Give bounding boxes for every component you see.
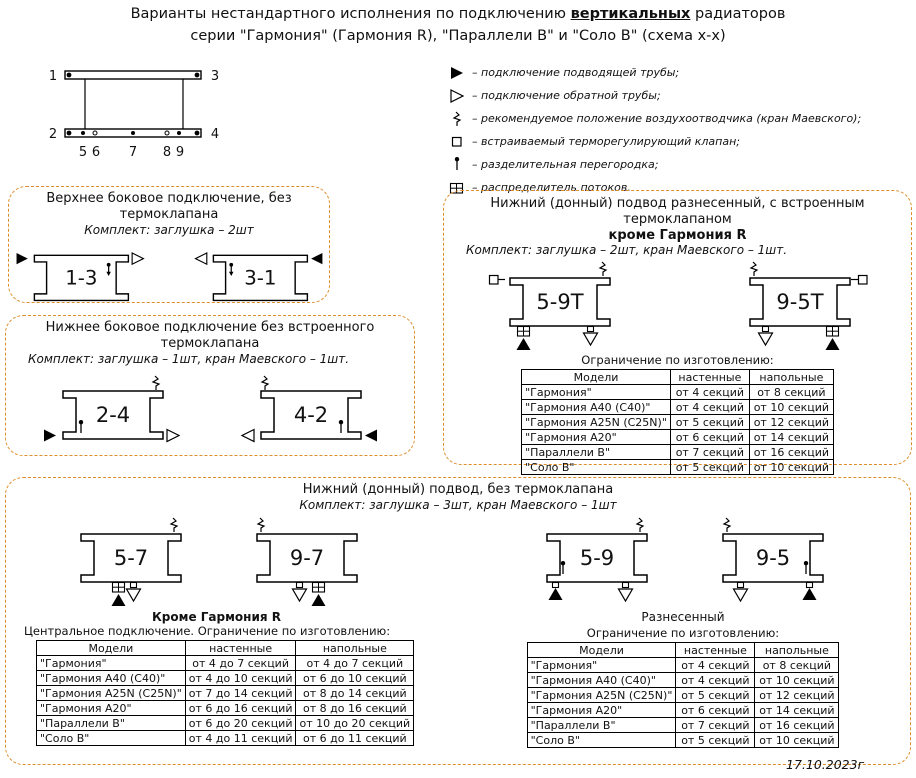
radiator-diagram bbox=[520, 514, 670, 610]
flow-distributor-icon bbox=[826, 327, 838, 337]
table-cell: "Гармония А20" bbox=[527, 703, 676, 718]
limits-table bbox=[527, 642, 840, 748]
kit-note: Комплект: заглушка – 2шт, кран Маевского – 1шт. bbox=[466, 243, 788, 257]
radiator-diagram bbox=[54, 514, 204, 610]
table-cell: от 6 до 20 секций bbox=[185, 716, 296, 731]
point-label: 2 bbox=[48, 127, 58, 142]
thermo-valve-icon bbox=[858, 276, 867, 285]
section-top-side-connection bbox=[8, 186, 330, 303]
table-cell: от 4 секций bbox=[670, 400, 749, 415]
table-cell: "Гармония А20" bbox=[522, 430, 671, 445]
connection-code: 5-9Т bbox=[535, 290, 584, 314]
table-cell: от 7 до 14 секций bbox=[185, 686, 296, 701]
partition-icon bbox=[442, 156, 472, 173]
table-cell: от 6 до 11 секций bbox=[296, 731, 414, 746]
air-vent-icon bbox=[442, 111, 472, 127]
air-vent-icon bbox=[637, 518, 643, 532]
table-cell: от 7 секций bbox=[676, 718, 755, 733]
radiator-diagram bbox=[696, 514, 846, 610]
radiator-diagram bbox=[234, 369, 384, 457]
legend-item bbox=[442, 84, 861, 107]
thermo-valve-icon bbox=[489, 276, 498, 285]
table-row bbox=[527, 673, 839, 688]
note-bold: Кроме Гармония R bbox=[152, 610, 281, 624]
table-cell: от 4 до 10 секций bbox=[185, 671, 296, 686]
column-header: настенные bbox=[676, 643, 755, 658]
legend-text: – распределитель потоков. bbox=[472, 181, 631, 194]
table-row bbox=[522, 430, 834, 445]
table-cell: от 12 секций bbox=[749, 415, 833, 430]
return-triangle-icon bbox=[619, 589, 633, 601]
legend-text: – подключение подводящей трубы; bbox=[472, 66, 680, 79]
return-triangle-icon bbox=[442, 89, 472, 103]
point-label: 1 bbox=[48, 69, 58, 84]
radiator-diagram bbox=[9, 240, 150, 312]
plug-icon bbox=[296, 583, 302, 588]
air-vent-icon bbox=[600, 262, 606, 276]
kit-note: Комплект: заглушка – 2шт bbox=[84, 223, 254, 237]
supply-triangle-icon bbox=[311, 594, 325, 606]
connection-code: 3-1 bbox=[244, 266, 277, 290]
table-cell: "Гармония" bbox=[527, 658, 676, 673]
legend-item bbox=[442, 130, 861, 153]
supply-triangle-icon bbox=[803, 588, 817, 600]
plug-icon bbox=[130, 583, 136, 588]
point-label: 5 bbox=[78, 145, 88, 160]
column-header: настенные bbox=[185, 641, 296, 656]
connection-code: 9-7 bbox=[289, 546, 324, 570]
table-cell: от 4 до 7 секций bbox=[185, 656, 296, 671]
radiator-diagram bbox=[230, 514, 380, 610]
supply-triangle-icon bbox=[825, 338, 839, 350]
table-cell: "Параллели В" bbox=[527, 718, 676, 733]
return-triangle-icon bbox=[242, 430, 254, 442]
column-header: напольные bbox=[755, 643, 839, 658]
table-row bbox=[37, 671, 414, 686]
legend-text: – разделительная перегородка; bbox=[472, 158, 659, 171]
supply-triangle-icon bbox=[44, 430, 56, 442]
table-cell: от 4 секций bbox=[676, 658, 755, 673]
table-cell: "Параллели В" bbox=[522, 445, 671, 460]
central-connection-group bbox=[24, 514, 409, 746]
table-cell: от 5 секций bbox=[676, 733, 755, 748]
connection-code: 2-4 bbox=[95, 403, 131, 427]
table-row bbox=[527, 688, 839, 703]
note: Разнесенный bbox=[641, 610, 725, 624]
section-title: Нижний (донный) подвод, без термоклапана bbox=[302, 482, 614, 497]
table-cell: "Гармония А25N (C25N)" bbox=[37, 686, 186, 701]
kit-note: Комплект: заглушка – 3шт, кран Маевского – 1шт bbox=[299, 498, 617, 512]
return-triangle-icon bbox=[167, 430, 179, 442]
column-header: напольные bbox=[749, 370, 833, 385]
table-row bbox=[522, 385, 834, 400]
supply-triangle-icon bbox=[111, 594, 125, 606]
table-row bbox=[37, 731, 414, 746]
legend-text: – встраиваемый терморегулирующий клапан; bbox=[472, 135, 740, 148]
section-bottom-side-connection bbox=[5, 315, 415, 456]
connection-code: 5-9 bbox=[579, 546, 615, 570]
title-line-1 bbox=[0, 3, 916, 25]
legend-text: – подключение обратной трубы; bbox=[472, 89, 661, 102]
title-emphasis: вертикальных bbox=[570, 6, 691, 22]
table-cell: от 8 секций bbox=[755, 658, 839, 673]
plug-icon bbox=[807, 583, 813, 588]
column-header: Модели bbox=[37, 641, 186, 656]
table-cell: "Соло В" bbox=[527, 733, 676, 748]
table-cell: "Гармония А40 (С40)" bbox=[527, 673, 676, 688]
table-cell: "Параллели В" bbox=[37, 716, 186, 731]
supply-triangle-icon bbox=[17, 253, 28, 264]
supply-triangle-icon bbox=[442, 66, 472, 80]
point-label: 3 bbox=[210, 69, 220, 84]
table-cell: от 4 секций bbox=[676, 673, 755, 688]
title-text: Варианты нестандартного исполнения по подключению bbox=[130, 6, 571, 22]
page-title bbox=[0, 3, 916, 47]
table-row bbox=[522, 400, 834, 415]
table-row bbox=[527, 733, 839, 748]
section-bottom-spread-valve bbox=[443, 190, 912, 474]
supply-triangle-icon bbox=[549, 588, 563, 600]
column-header: напольные bbox=[296, 641, 414, 656]
table-cell: от 8 до 14 секций bbox=[296, 686, 414, 701]
table-cell: "Гармония" bbox=[522, 385, 671, 400]
table-cell: от 5 секций bbox=[670, 415, 749, 430]
table-cell: от 10 секций bbox=[749, 400, 833, 415]
table-header-row bbox=[522, 370, 834, 385]
title-line-2: серии "Гармония" (Гармония R), "Параллели В" и "Соло В" (схема х-х) bbox=[190, 28, 726, 44]
table-cell: от 6 секций bbox=[670, 430, 749, 445]
table-row bbox=[527, 718, 839, 733]
limit-title: Ограничение по изготовлению: bbox=[586, 626, 780, 640]
connection-points-schematic bbox=[33, 58, 243, 170]
return-triangle-icon bbox=[734, 589, 748, 601]
legend-text: – рекомендуемое положение воздухоотводчика (кран Маевского); bbox=[472, 112, 862, 125]
table-cell: от 10 секций bbox=[749, 460, 833, 475]
return-triangle-icon bbox=[126, 589, 140, 601]
limit-title: Ограничение по изготовлению: bbox=[581, 353, 774, 367]
table-row bbox=[527, 703, 839, 718]
table-cell: "Гармония А40 (С40)" bbox=[522, 400, 671, 415]
table-cell: от 12 секций bbox=[755, 688, 839, 703]
spread-connection-group bbox=[518, 514, 848, 748]
table-cell: от 10 секций bbox=[755, 673, 839, 688]
note: Центральное подключение. Ограничение по изготовлению: bbox=[24, 624, 391, 638]
table-row bbox=[522, 445, 834, 460]
radiator-diagram bbox=[188, 240, 329, 312]
table-header-row bbox=[37, 641, 414, 656]
table-cell: "Гармония" bbox=[37, 656, 186, 671]
table-row bbox=[37, 656, 414, 671]
section-title: Нижний (донный) подвод разнесенный, с встроенным термоклапаном bbox=[490, 196, 865, 227]
table-header-row bbox=[527, 643, 839, 658]
return-triangle-icon bbox=[583, 333, 597, 345]
limits-table bbox=[521, 369, 834, 475]
table-cell: от 4 секций bbox=[670, 385, 749, 400]
date-stamp: 17.10.2023г bbox=[786, 757, 865, 772]
connection-code: 4-2 bbox=[293, 403, 329, 427]
supply-triangle-icon bbox=[365, 430, 377, 442]
plug-icon bbox=[587, 327, 593, 332]
table-cell: от 8 секций bbox=[749, 385, 833, 400]
point-label: 7 bbox=[128, 145, 138, 160]
limits-table bbox=[36, 640, 414, 746]
table-cell: от 6 секций bbox=[676, 703, 755, 718]
point-label: 4 bbox=[210, 127, 220, 142]
table-cell: от 5 секций bbox=[670, 460, 749, 475]
table-cell: от 14 секций bbox=[749, 430, 833, 445]
point-label: 9 bbox=[175, 145, 185, 160]
return-triangle-icon bbox=[196, 253, 207, 264]
supply-triangle-icon bbox=[516, 338, 530, 350]
thermo-valve-icon bbox=[442, 136, 472, 148]
table-cell: от 6 до 16 секций bbox=[185, 701, 296, 716]
kit-note: Комплект: заглушка – 1шт, кран Маевского – 1шт. bbox=[28, 352, 350, 366]
supply-triangle-icon bbox=[311, 253, 322, 264]
table-cell: от 6 до 10 секций bbox=[296, 671, 414, 686]
table-row bbox=[37, 686, 414, 701]
plug-icon bbox=[553, 583, 559, 588]
table-cell: от 14 секций bbox=[755, 703, 839, 718]
table-row bbox=[522, 460, 834, 475]
air-vent-icon bbox=[262, 376, 268, 390]
table-cell: "Соло В" bbox=[37, 731, 186, 746]
legend bbox=[442, 61, 861, 199]
air-vent-icon bbox=[751, 262, 757, 276]
title-text: радиаторов bbox=[690, 6, 786, 22]
table-cell: от 10 секций bbox=[755, 733, 839, 748]
table-cell: от 5 секций bbox=[676, 688, 755, 703]
table-cell: от 16 секций bbox=[749, 445, 833, 460]
table-row bbox=[527, 658, 839, 673]
plug-icon bbox=[623, 583, 629, 588]
table-cell: от 8 до 16 секций bbox=[296, 701, 414, 716]
section-bottom-feed bbox=[5, 477, 911, 765]
legend-item bbox=[442, 153, 861, 176]
connection-code: 5-7 bbox=[113, 546, 148, 570]
table-cell: от 16 секций bbox=[755, 718, 839, 733]
flow-distributor-icon bbox=[312, 583, 324, 593]
connection-code: 1-3 bbox=[65, 266, 98, 290]
legend-item bbox=[442, 107, 861, 130]
table-cell: от 4 до 7 секций bbox=[296, 656, 414, 671]
column-header: Модели bbox=[527, 643, 676, 658]
point-label: 6 bbox=[91, 145, 101, 160]
column-header: настенные bbox=[670, 370, 749, 385]
air-vent-icon bbox=[724, 518, 730, 532]
flow-distributor-icon bbox=[112, 583, 124, 593]
table-row bbox=[522, 415, 834, 430]
flow-distributor-icon bbox=[517, 327, 529, 337]
connection-code: 9-5Т bbox=[775, 290, 824, 314]
table-row bbox=[37, 716, 414, 731]
table-cell: "Гармония А25N (C25N)" bbox=[527, 688, 676, 703]
connection-code: 9-5 bbox=[755, 546, 791, 570]
table-cell: "Гармония А40 (С40)" bbox=[37, 671, 186, 686]
air-vent-icon bbox=[171, 518, 177, 532]
table-cell: "Гармония А20" bbox=[37, 701, 186, 716]
table-cell: от 4 до 11 секций bbox=[185, 731, 296, 746]
legend-item bbox=[442, 61, 861, 84]
section-title: Нижнее боковое подключение без встроенного термоклапана bbox=[45, 320, 375, 351]
return-triangle-icon bbox=[758, 333, 772, 345]
table-cell: "Соло В" bbox=[522, 460, 671, 475]
point-label: 8 bbox=[162, 145, 172, 160]
return-triangle-icon bbox=[292, 589, 306, 601]
air-vent-icon bbox=[258, 518, 264, 532]
air-vent-icon bbox=[153, 376, 159, 390]
return-triangle-icon bbox=[132, 253, 143, 264]
table-cell: от 10 до 20 секций bbox=[296, 716, 414, 731]
table-cell: "Гармония А25N (C25N)" bbox=[522, 415, 671, 430]
plug-icon bbox=[738, 583, 744, 588]
column-header: Модели bbox=[522, 370, 671, 385]
section-subtitle: кроме Гармония R bbox=[608, 228, 747, 243]
table-row bbox=[37, 701, 414, 716]
table-cell: от 7 секций bbox=[670, 445, 749, 460]
radiator-diagram bbox=[723, 258, 873, 354]
radiator-diagram bbox=[36, 369, 186, 457]
radiator-diagram bbox=[483, 258, 633, 354]
section-title: Верхнее боковое подключение, без термоклапана bbox=[46, 191, 292, 222]
plug-icon bbox=[762, 327, 768, 332]
